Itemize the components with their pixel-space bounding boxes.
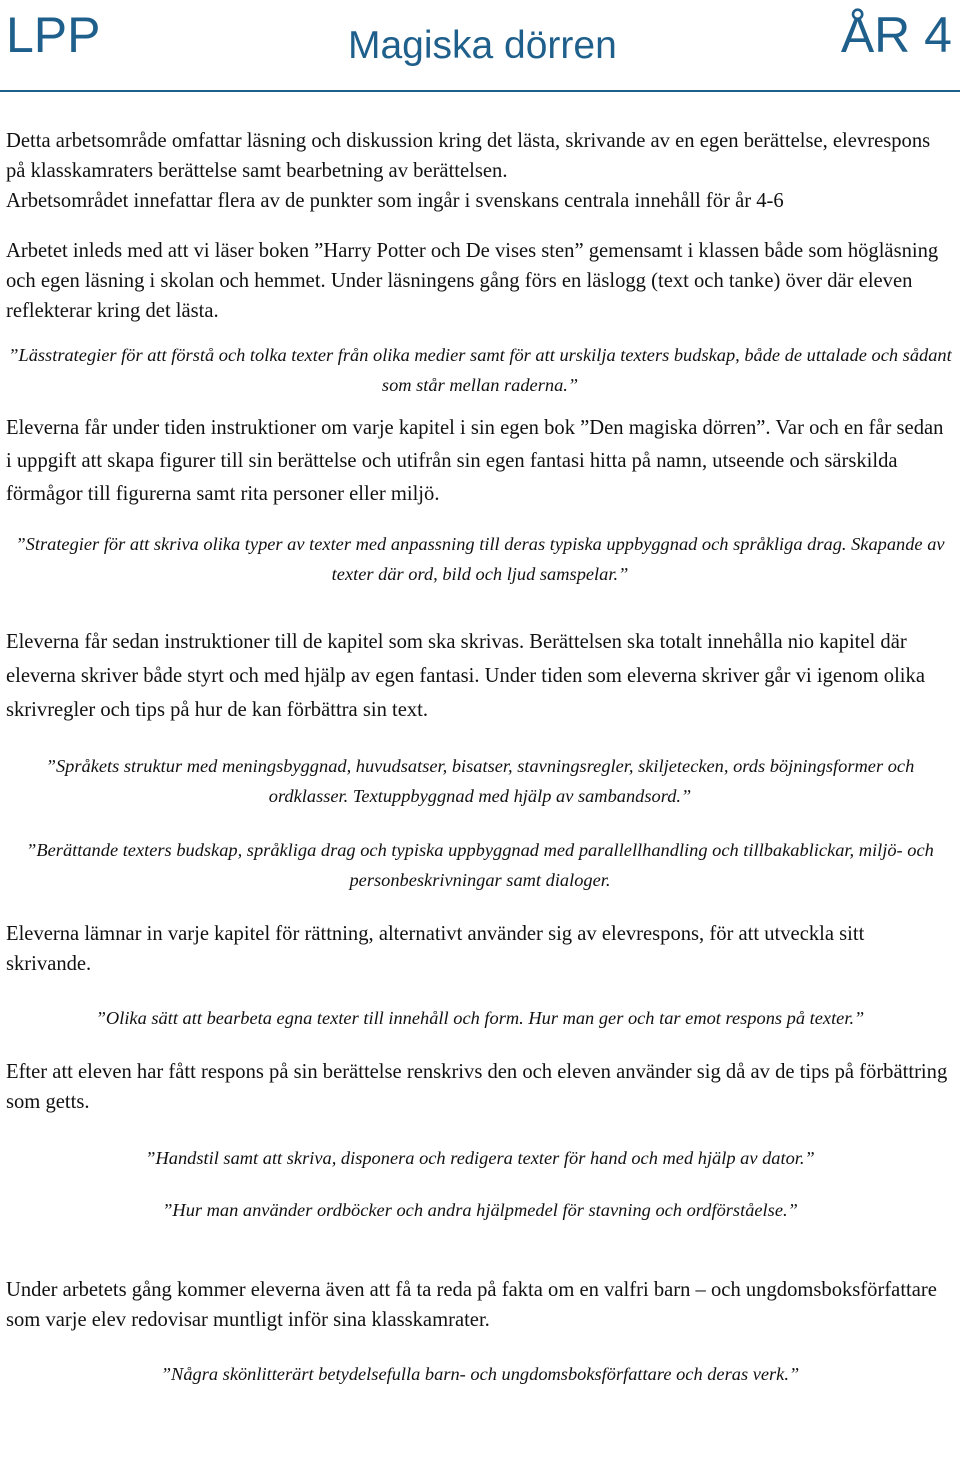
intro-paragraph: Detta arbetsområde omfattar läsning och diskussion kring det lästa, skrivande av en egen berättelse, elevrespons på klasskamraters berättelse samt bearbetning av berättelsen. [6, 130, 931, 182]
quote-language-structure: ”Språkets struktur med meningsbyggnad, huvudsatser, bisatser, stavningsregler, skiljetecken, ords böjningsformer och ordklasser. Textuppbyggnad med hjälp av sambandsord.” [45, 756, 915, 806]
document-body [6, 126, 954, 1389]
characters-paragraph: Eleverna får under tiden instruktioner om varje kapitel i sin egen bok ”Den magiska dörren”. Var och en får sedan i uppgift att skapa figurer till sin berättelse och utifrån sin egen fantasi hitta på namn, utseende och särskilda förmågor till figurerna samt rita personer eller miljö. [6, 417, 944, 505]
header-year: ÅR 4 [840, 7, 952, 63]
reading-paragraph: Arbetet inleds med att vi läser boken ”Harry Potter och De vises sten” gemensamt i klassen både som högläsning och egen läsning i skolan och hemmet. Under läsningens gång förs en läslogg (text och tanke) över där eleven reflekterar kring det lästa. [6, 240, 939, 322]
author-paragraph: Under arbetets gång kommer eleverna även att få ta reda på fakta om en valfri barn – och ungdomsboksförfattare som varje elev redovisar muntligt inför sina klasskamrater. [6, 1279, 937, 1331]
quote-handwriting: ”Handstil samt att skriva, disponera och redigera texter för hand och med hjälp av dator.” [145, 1148, 815, 1168]
header-divider [0, 90, 960, 92]
curriculum-paragraph: Arbetsområdet innefattar flera av de punkter som ingår i svenskans centrala innehåll för år 4-6 [6, 190, 784, 212]
page-header [0, 0, 960, 92]
header-lpp: LPP [6, 7, 101, 63]
quote-reading-strategies: ”Lässtrategier för att förstå och tolka texter från olika medier samt för att urskilja texters budskap, både de uttalade och sådant som står mellan raderna.” [8, 345, 952, 395]
quote-narrative-texts: ”Berättande texters budskap, språkliga drag och typiska uppbyggnad med parallellhandling och tillbakablickar, miljö- och personbeskrivningar samt dialoger. [26, 840, 934, 890]
quote-editing: ”Olika sätt att bearbeta egna texter till innehåll och form. Hur man ger och tar emot respons på texter.” [95, 1008, 865, 1028]
rewrite-paragraph: Efter att eleven har fått respons på sin berättelse renskrivs den och eleven använder sig då av de tips på förbättring som getts. [6, 1061, 948, 1113]
chapters-paragraph: Eleverna får sedan instruktioner till de kapitel som ska skrivas. Berättelsen ska totalt innehålla nio kapitel där eleverna skriver både styrt och med hjälp av egen fantasi. Under tiden som eleverna skriver går vi igenom olika skrivregler och tips på hur de kan förbättra sin text. [6, 631, 925, 721]
quote-writing-strategies: ”Strategier för att skriva olika typer av texter med anpassning till deras typiska uppbyggnad och språkliga drag. Skapande av texter där ord, bild och ljud samspelar.” [15, 534, 945, 584]
submission-paragraph: Eleverna lämnar in varje kapitel för rättning, alternativt använder sig av elevrespons, för att utveckla sitt skrivande. [6, 923, 865, 975]
header-title: Magiska dörren [348, 24, 617, 67]
quote-dictionaries: ”Hur man använder ordböcker och andra hjälpmedel för stavning och ordförståelse.” [162, 1200, 798, 1220]
quote-authors: ”Några skönlitterärt betydelsefulla barn- och ungdomsboksförfattare och deras verk.” [160, 1364, 800, 1384]
